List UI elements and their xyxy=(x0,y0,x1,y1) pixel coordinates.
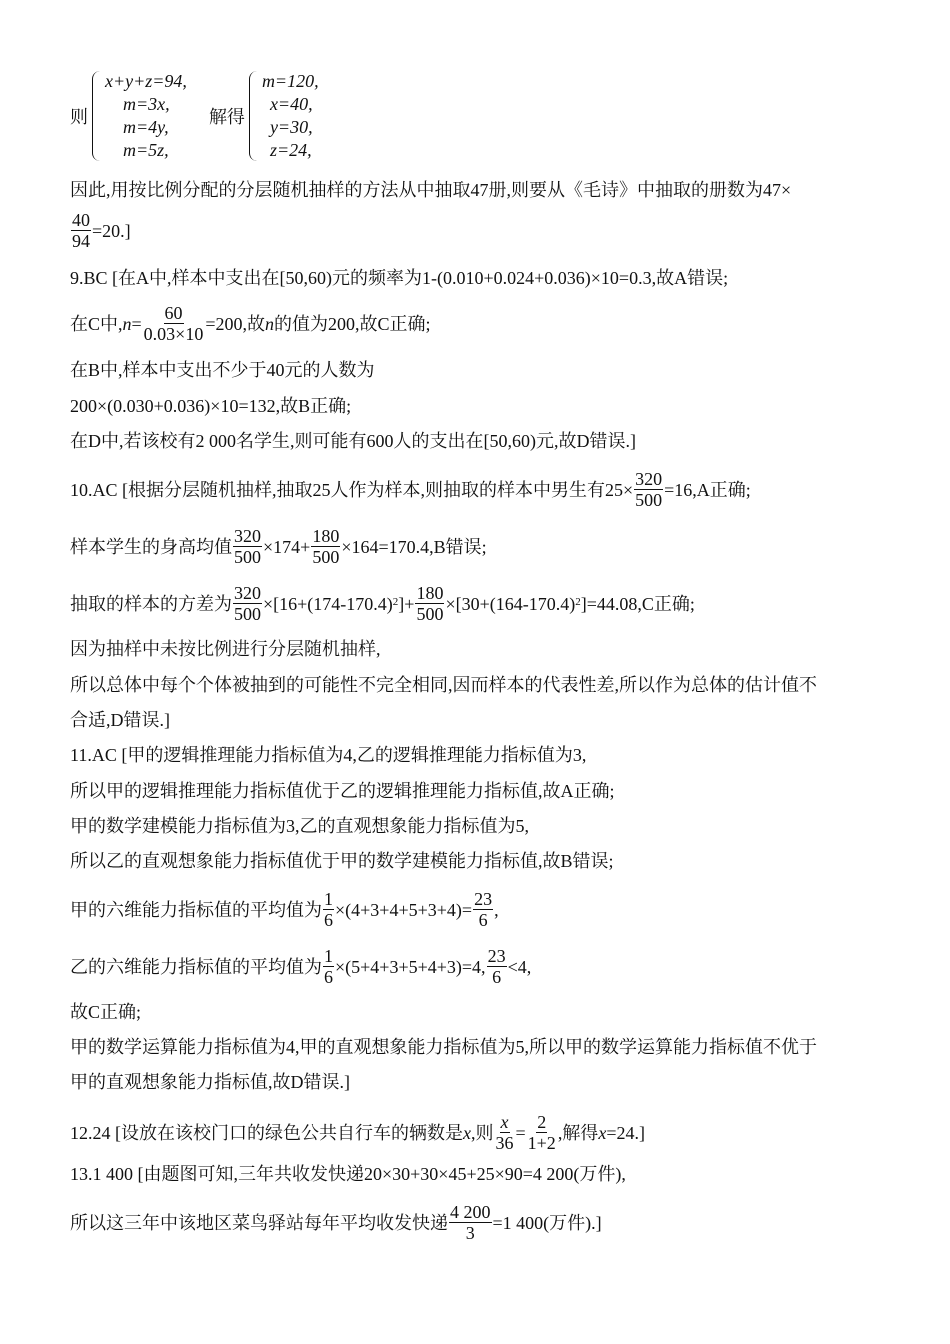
text-line xyxy=(70,814,529,838)
text-line xyxy=(70,583,695,624)
superscript: 2 xyxy=(575,595,581,608)
text-segment: , xyxy=(494,899,499,920)
text-line xyxy=(70,394,351,418)
text-segment: 在C中, xyxy=(70,313,123,334)
text-segment: = xyxy=(515,1122,526,1143)
text-segment: 200×(0.030+0.036)×10=132,故B正确; xyxy=(70,396,352,416)
solve-label: 解得 xyxy=(208,107,245,127)
text-segment: 13.1 400 [由题图可知,三年共收发快递20×30+30×45+25×90=4 200(万件), xyxy=(70,1164,626,1184)
equation: y=30, xyxy=(269,117,313,137)
text-line xyxy=(70,1202,602,1243)
denominator: 500 xyxy=(416,604,444,624)
text-segment: ,解得 xyxy=(557,1122,599,1143)
text-segment: =20.] xyxy=(92,220,131,241)
text-segment: 10.AC [根据分层随机抽样,抽取25人作为样本,则抽取的样本中男生有25× xyxy=(70,479,634,500)
text-segment: 故C正确; xyxy=(70,1002,142,1022)
text-segment: 甲的六维能力指标值的平均值为 xyxy=(70,899,322,920)
numerator: 60 xyxy=(164,303,183,323)
text-segment: 甲的数学建模能力指标值为3,乙的直观想象能力指标值为5, xyxy=(70,816,529,836)
system-prefix: 则 xyxy=(70,107,88,127)
text-line xyxy=(70,849,614,873)
equation: m=3x, xyxy=(123,94,170,114)
numerator: 320 xyxy=(234,583,261,603)
variable: n xyxy=(264,313,274,334)
system-left-equations xyxy=(105,70,187,162)
text-segment: =200,故 xyxy=(205,313,265,334)
text-line xyxy=(70,526,487,567)
denominator: 36 xyxy=(495,1133,514,1153)
fraction xyxy=(311,526,340,567)
text-segment: =24.] xyxy=(606,1122,645,1143)
numerator: 320 xyxy=(234,526,261,546)
text-segment: =16,A正确; xyxy=(664,479,751,500)
fraction xyxy=(634,469,663,510)
fraction xyxy=(449,1202,492,1243)
text-segment: 乙的六维能力指标值的平均值为 xyxy=(70,956,322,977)
fraction xyxy=(495,1112,515,1153)
text-segment: 抽取的样本的方差为 xyxy=(70,593,232,614)
text-line xyxy=(70,178,791,202)
numerator: 23 xyxy=(487,946,506,966)
denominator: 500 xyxy=(234,604,261,624)
equation: m=5z, xyxy=(123,140,169,160)
denominator: 500 xyxy=(635,490,663,510)
text-line xyxy=(70,889,499,930)
variable: x xyxy=(598,1122,607,1143)
denominator: 500 xyxy=(312,547,340,567)
equation: z=24, xyxy=(269,140,312,160)
text-segment: ,则 xyxy=(471,1122,494,1143)
text-line xyxy=(70,1162,626,1186)
text-line xyxy=(70,1070,350,1094)
fraction xyxy=(323,946,334,987)
text-line xyxy=(70,673,817,697)
fraction xyxy=(527,1112,557,1153)
text-segment: 甲的直观想象能力指标值,故D错误.] xyxy=(70,1072,350,1092)
text-segment: ×174+ xyxy=(263,536,311,557)
text-segment: 9.BC [在A中,样本中支出在[50,60)元的频率为1-(0.010+0.024+0.036)×10=0.3,故A错误; xyxy=(70,268,729,288)
equation: m=120, xyxy=(261,71,319,91)
fraction xyxy=(473,889,493,930)
text-segment: 在B中,样本中支出不少于40元的人数为 xyxy=(70,360,375,380)
text-segment: 11.AC [甲的逻辑推理能力指标值为4,乙的逻辑推理能力指标值为3, xyxy=(70,745,587,765)
numerator: 40 xyxy=(72,210,90,230)
text-segment: 的值为200,故C正确; xyxy=(273,313,431,334)
text-segment: ]+ xyxy=(398,593,415,614)
text-segment: ×(5+4+3+5+4+3)=4, xyxy=(335,956,486,977)
variable: n xyxy=(122,313,132,334)
denominator: 6 xyxy=(492,967,502,987)
numerator: 23 xyxy=(474,889,493,909)
text-segment: 所以总体中每个个体被抽到的可能性不完全相同,因而样本的代表性差,所以作为总体的估计值不 xyxy=(70,675,817,695)
variable: x xyxy=(463,1122,471,1143)
fraction xyxy=(487,946,507,987)
equation: m=4y, xyxy=(123,117,169,137)
text-line xyxy=(70,743,586,767)
text-line xyxy=(70,210,131,251)
denominator: 6 xyxy=(478,910,488,930)
fraction xyxy=(233,583,262,624)
text-segment: 合适,D错误.] xyxy=(70,710,170,730)
numerator: 180 xyxy=(416,583,444,603)
text-segment: ×164=170.4,B错误; xyxy=(341,536,487,557)
denominator: 1+2 xyxy=(527,1133,556,1153)
text-segment: 样本学生的身高均值 xyxy=(70,536,232,557)
text-segment: ×[16+(174-170.4) xyxy=(263,593,393,614)
denominator: 3 xyxy=(465,1223,475,1243)
text-segment: 所以乙的直观想象能力指标值优于甲的数学建模能力指标值,故B错误; xyxy=(70,851,614,871)
text-segment: = xyxy=(131,313,142,334)
numerator: 180 xyxy=(312,526,340,546)
left-brace xyxy=(92,71,101,161)
text-segment: 所以甲的逻辑推理能力指标值优于乙的逻辑推理能力指标值,故A正确; xyxy=(70,781,615,801)
text-line xyxy=(70,469,751,510)
text-segment: =1 400(万件).] xyxy=(492,1212,602,1233)
numerator: 1 xyxy=(324,946,333,966)
fraction xyxy=(323,889,334,930)
text-segment: ×[30+(164-170.4) xyxy=(445,593,576,614)
denominator: 6 xyxy=(324,967,333,987)
text-line xyxy=(70,779,615,803)
numerator: 2 xyxy=(537,1112,547,1132)
text-segment: <4, xyxy=(507,956,532,977)
text-segment: ]=44.08,C正确; xyxy=(580,593,695,614)
system-right-equations xyxy=(262,70,319,162)
equation-system xyxy=(70,70,319,162)
denominator: 94 xyxy=(72,231,90,251)
text-segment: 因此,用按比例分配的分层随机抽样的方法从中抽取47册,则要从《毛诗》中抽取的册数为47× xyxy=(70,180,792,200)
fraction xyxy=(233,526,262,567)
text-segment: 所以这三年中该地区菜鸟驿站每年平均收发快递 xyxy=(70,1212,448,1233)
fraction xyxy=(415,583,444,624)
text-line xyxy=(70,303,431,344)
text-segment: 12.24 [设放在该校门口的绿色公共自行车的辆数是 xyxy=(70,1122,463,1143)
text-line xyxy=(70,637,381,661)
text-segment: 甲的数学运算能力指标值为4,甲的直观想象能力指标值为5,所以甲的数学运算能力指标值不优于 xyxy=(70,1037,817,1057)
superscript: 2 xyxy=(392,595,399,608)
text-line xyxy=(70,429,636,453)
numerator: 1 xyxy=(324,889,333,909)
fraction xyxy=(71,210,91,251)
text-segment: ×(4+3+4+5+3+4)= xyxy=(335,899,473,920)
numerator: 4 200 xyxy=(450,1202,491,1222)
denominator: 500 xyxy=(234,547,261,567)
text-line xyxy=(70,708,170,732)
right-brace xyxy=(249,71,258,161)
text-segment: 因为抽样中未按比例进行分层随机抽样, xyxy=(70,639,381,659)
text-line xyxy=(70,946,531,987)
text-line xyxy=(70,358,375,382)
equation: x+y+z=94, xyxy=(105,71,187,91)
denominator: 0.03×10 xyxy=(143,324,204,344)
denominator: 6 xyxy=(324,910,333,930)
text-line xyxy=(70,266,728,290)
text-line xyxy=(70,1000,141,1024)
numerator: x xyxy=(500,1112,509,1132)
equation: x=40, xyxy=(269,94,313,114)
text-line xyxy=(70,1112,645,1153)
text-line xyxy=(70,1035,817,1059)
numerator: 320 xyxy=(635,469,663,489)
text-segment: 在D中,若该校有2 000名学生,则可能有600人的支出在[50,60)元,故D错误.] xyxy=(70,431,636,451)
fraction xyxy=(143,303,205,344)
